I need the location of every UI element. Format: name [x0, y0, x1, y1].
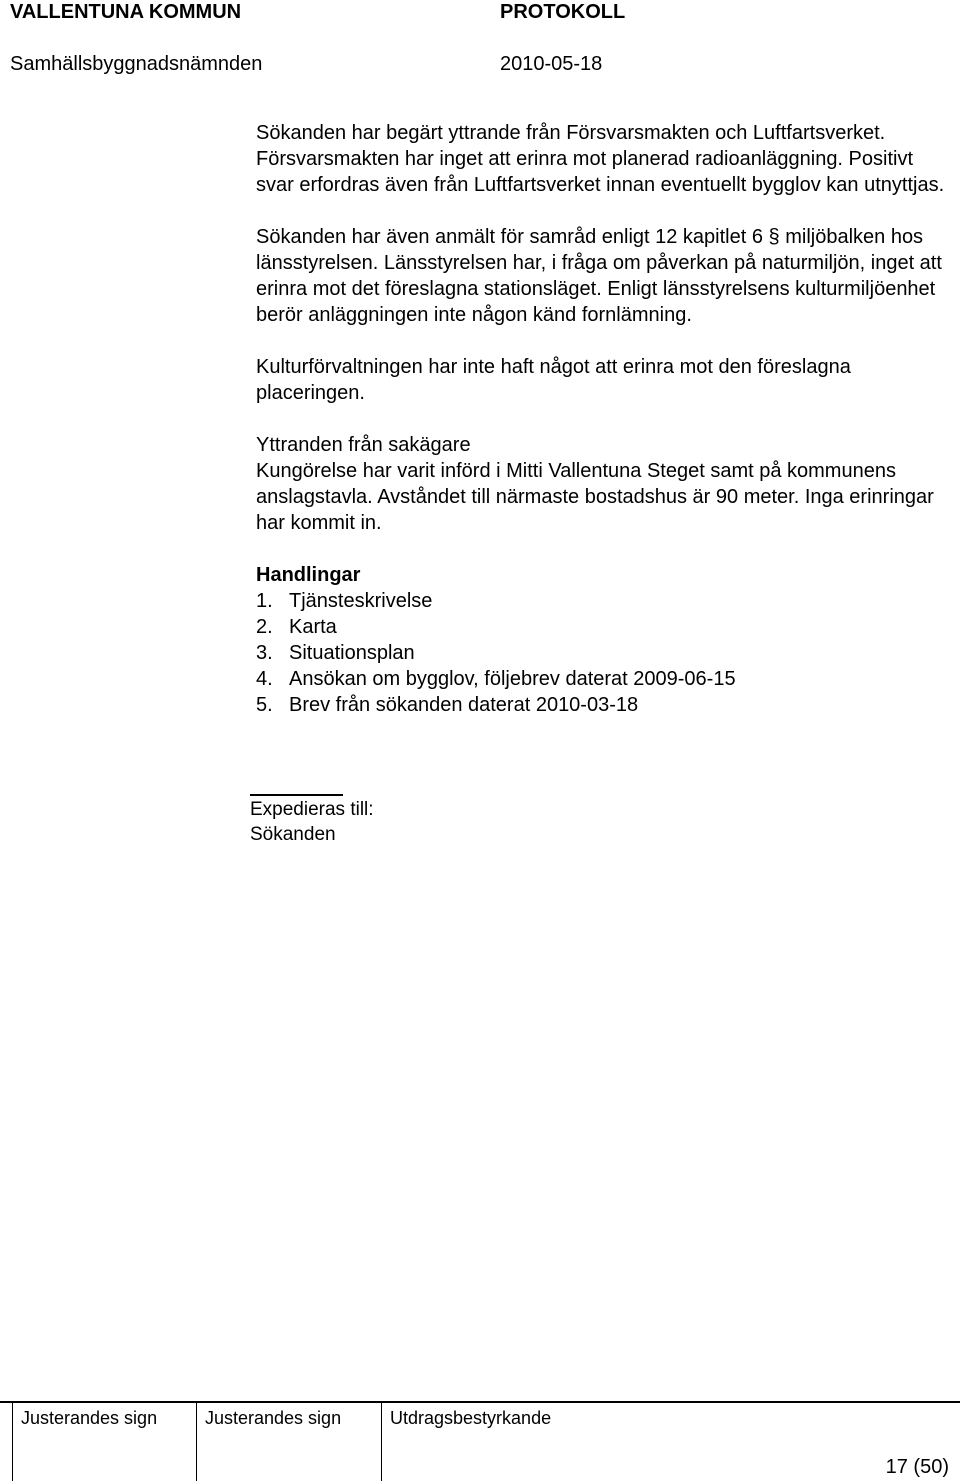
certification-label: Utdragsbestyrkande	[390, 1408, 552, 1428]
signature-label: Justerandes sign	[21, 1408, 158, 1428]
expedition-divider	[250, 794, 343, 796]
committee-name: Samhällsbyggnadsnämnden	[10, 53, 263, 75]
paragraph-forsvarsmakten: Sökanden har begärt yttrande från Försvarsmakten och Luftfartsverket. Försvarsmakten har inget att erinra mot planerad radioanläggning. Positivt svar erfordras även från Luftfartsverket innan eventuellt bygglov kan utnyttjas.	[256, 122, 945, 196]
meeting-date: 2010-05-18	[500, 53, 603, 75]
yttranden-text: Kungörelse har varit införd i Mitti Vallentuna Steget samt på kommunens anslagstavla. Avståndet till närmaste bostadshus är 90 meter. Inga erinringar har kommit in.	[256, 460, 934, 534]
list-item: 4. Ansökan om bygglov, följebrev daterat 2009-06-15	[256, 668, 736, 690]
paragraph-kulturforvaltningen: Kulturförvaltningen har inte haft något att erinra mot den föreslagna placeringen.	[256, 356, 851, 404]
list-item: 5. Brev från sökanden daterat 2010-03-18	[256, 694, 639, 716]
handlingar-heading: Handlingar	[256, 564, 361, 586]
handlingar-list	[256, 588, 956, 718]
yttranden-heading: Yttranden från sakägare	[256, 434, 471, 456]
list-item: 2. Karta	[256, 616, 337, 638]
signature-label: Justerandes sign	[205, 1408, 342, 1428]
expedition-block	[250, 797, 374, 847]
signature-cell-2	[196, 1403, 377, 1481]
document-body	[256, 120, 956, 718]
list-item: 1. Tjänsteskrivelse	[256, 590, 433, 612]
page-number: 17 (50)	[885, 1456, 949, 1478]
expedition-recipient: Sökanden	[250, 824, 336, 845]
list-item: 3. Situationsplan	[256, 642, 415, 664]
signature-footer	[0, 1401, 960, 1483]
signature-cell-1	[12, 1403, 196, 1481]
org-name: VALLENTUNA KOMMUN	[10, 1, 242, 23]
certification-cell	[381, 1403, 959, 1481]
paragraph-lansstyrelsen: Sökanden har även anmält för samråd enligt 12 kapitlet 6 § miljöbalken hos länsstyrelsen. Länsstyrelsen har, i fråga om påverkan på naturmiljön, inget att erinra mot det föreslagna stationsläget. Enligt länsstyrelsens kulturmiljöenhet berör anläggningen inte någon känd fornlämning.	[256, 226, 942, 326]
expedition-label: Expedieras till:	[250, 799, 374, 820]
document-type: PROTOKOLL	[500, 1, 626, 23]
